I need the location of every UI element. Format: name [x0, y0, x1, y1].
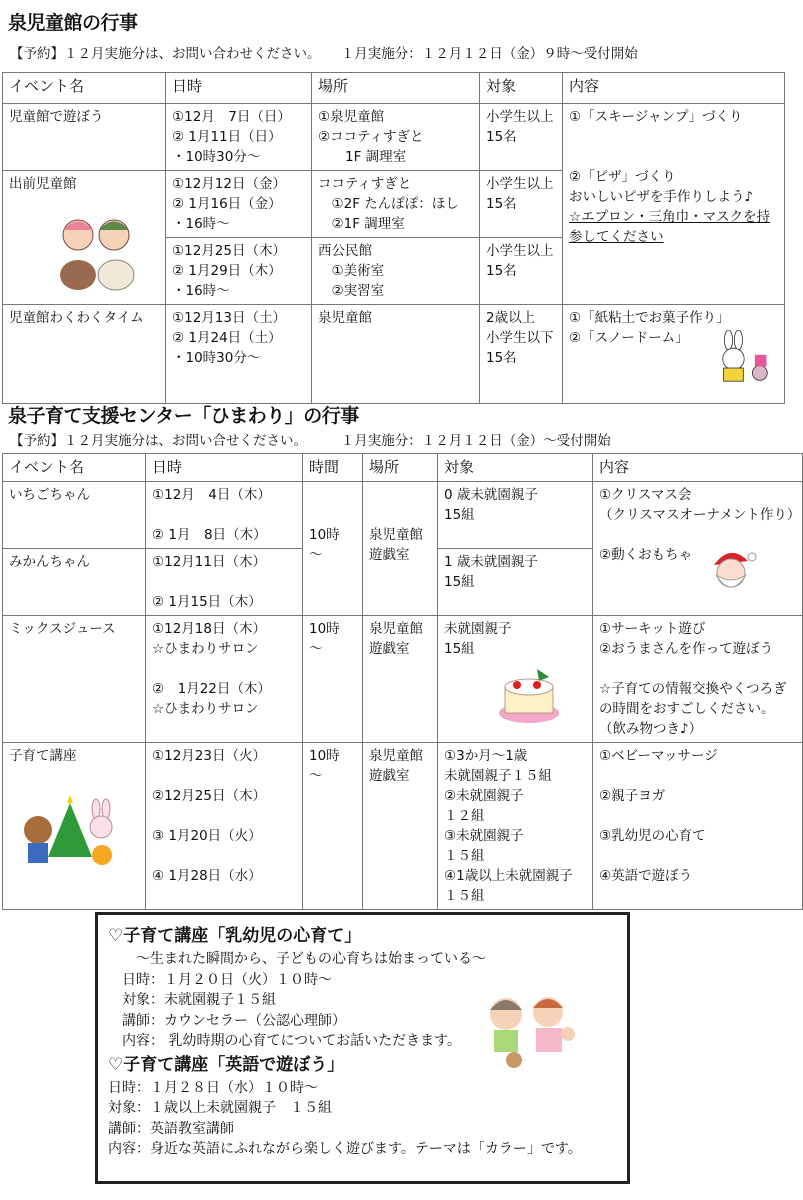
cell-line: [599, 846, 796, 866]
cell-line: [569, 147, 778, 167]
cell-line: ①12月25日（木）: [172, 243, 286, 259]
cell-line: ②12月25日（木）: [152, 788, 266, 804]
cell-line: ①「スキージャンプ」づくり: [569, 109, 743, 125]
table-cell: [146, 616, 303, 743]
lecture1-content: 内容： 乳幼時期の心育てについてお話いただきます。: [122, 1033, 462, 1049]
cell-line: ②ココティすぎと: [318, 129, 424, 145]
table-cell: [303, 482, 363, 616]
column-header: イベント名: [3, 73, 166, 104]
table-row: [3, 616, 803, 743]
cell-line: [599, 806, 796, 826]
cell-line: ② 1月15日（木）: [152, 594, 262, 610]
lecture2-datetime: 日時：１月２８日（水）１０時～: [108, 1079, 318, 1096]
table-cell: [480, 238, 563, 305]
table-cell: [166, 238, 312, 305]
cell-line: 遊戯室: [369, 768, 410, 784]
cell-line: ①12月18日（木）: [152, 621, 266, 637]
table-cell: [312, 104, 480, 171]
cell-line: 泉児童館: [318, 310, 372, 326]
cell-line: ☆エプロン・三角巾・マスクを持: [569, 209, 771, 225]
cell-line: 1 歳未就園親子: [444, 554, 538, 570]
cell-line: 児童館わくわくタイム: [9, 310, 144, 326]
column-header: 対象: [438, 454, 593, 482]
cell-line: おいしいピザを手作りしよう♪: [569, 189, 754, 205]
cell-line: ①12月13日（土）: [172, 310, 286, 326]
table-cell: [3, 549, 146, 616]
cell-line: [599, 659, 796, 679]
cell-line: 15名: [486, 263, 517, 279]
cell-line: 遊戯室: [369, 641, 410, 657]
cell-line: [152, 505, 296, 525]
cell-line: ①クリスマス会: [599, 487, 692, 503]
cell-line: ☆ひまわりサロン: [152, 641, 259, 657]
cell-line: （飲み物つき♪）: [599, 721, 703, 737]
table-cell: [363, 482, 438, 616]
cell-line: 児童館で遊ぼう: [9, 109, 104, 125]
section2-notice: 【予約】１２月実施分は、お問い合せください。 １月実施分：１２月１２日（金）～受付開始: [10, 433, 611, 449]
cell-line: 参してください: [569, 229, 664, 245]
table-cell: [438, 743, 593, 910]
cell-line: 未就園親子１５組: [444, 768, 552, 784]
table-cell: [438, 482, 593, 549]
cell-line: [599, 525, 796, 545]
cell-line: 泉児童館: [369, 748, 423, 764]
cell-line: ☆子育ての情報交換やくつろぎ: [599, 681, 787, 697]
cell-line: [309, 485, 356, 505]
section1-title: 泉児童館の行事: [8, 12, 138, 34]
cell-line: ②「ピザ」づくり: [569, 169, 676, 185]
cell-line: ①サーキット遊び: [599, 621, 706, 637]
table-cell: [593, 743, 803, 910]
cell-line: 15組: [444, 507, 475, 523]
cell-line: 小学生以上: [486, 243, 554, 259]
cell-line: [369, 485, 431, 505]
cell-line: ④1歳以上未就園親子: [444, 868, 573, 884]
cell-line: ③未就園親子: [444, 828, 524, 844]
cell-line: ②「スノードーム」: [569, 330, 689, 346]
lecture2-content: 内容：身近な英語にふれながら楽しく遊びます。テーマは「カラー」です。: [108, 1141, 582, 1157]
cell-line: （クリスマスオーナメント作り）: [599, 507, 801, 523]
table-cell: [146, 549, 303, 616]
cell-line: いちごちゃん: [9, 487, 90, 503]
table-cell: [166, 305, 312, 404]
cell-line: ④英語で遊ぼう: [599, 868, 693, 884]
column-header: 内容: [563, 73, 785, 104]
cell-line: 子育て講座: [9, 748, 77, 764]
cell-line: ・10時30分～: [172, 149, 261, 165]
table-cell: [480, 104, 563, 171]
cell-line: ②動くおもちゃ: [599, 547, 693, 563]
cell-line: ②親子ヨガ: [599, 788, 666, 804]
cell-line: 10時: [309, 621, 340, 637]
cell-line: 15名: [486, 129, 517, 145]
lecture2-target: 対象：１歳以上未就園親子 １５組: [108, 1100, 332, 1116]
cell-line: [152, 659, 296, 679]
cell-line: 泉児童館: [369, 621, 423, 637]
cell-line: [369, 505, 431, 525]
lecture1-lecturer: 講師：カウンセラー（公認心理師）: [122, 1012, 346, 1029]
cell-line: [152, 572, 296, 592]
table-cell: [3, 104, 166, 171]
cell-line: ② 1月16日（金）: [172, 196, 282, 212]
cell-line: ～: [309, 768, 323, 784]
cell-line: 泉児童館: [369, 527, 423, 543]
cell-line: 未就園親子: [444, 621, 512, 637]
table-cell: [3, 482, 146, 549]
cell-line: ①12月12日（金）: [172, 176, 286, 192]
table-cell: [593, 616, 803, 743]
column-header: 対象: [480, 73, 563, 104]
table-row: [3, 743, 803, 910]
parents-with-baby-illustration: [478, 992, 588, 1074]
cell-line: 遊戯室: [369, 547, 410, 563]
table-cell: [146, 743, 303, 910]
table-cell: [312, 171, 480, 238]
children-baking-illustration: [50, 205, 145, 295]
header-row: [3, 454, 803, 482]
animals-christmas-tree-illustration: [20, 795, 120, 870]
column-header: 内容: [593, 454, 803, 482]
rabbit-snowglobe-illustration: [712, 330, 778, 392]
lecture1-target: 対象：未就園親子１５組: [122, 992, 276, 1008]
cell-line: ② 1月24日（土）: [172, 330, 282, 346]
cell-line: の時間をおすごしください。: [599, 701, 775, 717]
cell-line: 小学生以上: [486, 176, 554, 192]
section1-notice: 【予約】１２月実施分は、お問い合わせください。 １月実施分：１２月１２日（金）９時～受付開始: [10, 46, 638, 62]
cell-line: １２組: [444, 808, 485, 824]
cell-line: ココティすぎと: [318, 176, 412, 192]
cell-line: ①「紙粘土でお菓子作り」: [569, 310, 730, 326]
section2-title: 泉子育て支援センター「ひまわり」の行事: [8, 405, 359, 427]
table-row: [3, 104, 785, 171]
cell-line: ①泉児童館: [318, 109, 385, 125]
cell-line: 1F 調理室: [318, 149, 407, 165]
cell-line: [599, 766, 796, 786]
cell-line: みかんちゃん: [9, 554, 90, 570]
cell-line: ③ 1月20日（火）: [152, 828, 262, 844]
table-cell: [480, 171, 563, 238]
lecture1-datetime: 日時：１月２０日（火）１０時～: [122, 971, 332, 988]
cell-line: ①2F たんぽぽ：ほし: [318, 196, 459, 212]
cell-line: ①美術室: [318, 263, 385, 279]
cell-line: １５組: [444, 848, 485, 864]
column-header: 日時: [166, 73, 312, 104]
cell-line: ①12月 4日（木）: [152, 487, 271, 503]
santa-illustration: [706, 543, 758, 595]
column-header: イベント名: [3, 454, 146, 482]
cell-line: ～: [309, 547, 323, 563]
table-cell: [3, 616, 146, 743]
table-cell: [438, 549, 593, 616]
christmas-cake-illustration: [497, 665, 562, 725]
table-row: [3, 482, 803, 549]
cell-line: ② 1月 8日（木）: [152, 527, 267, 543]
cell-line: ☆ひまわりサロン: [152, 701, 259, 717]
column-header: 場所: [312, 73, 480, 104]
table-cell: [593, 482, 803, 616]
table-cell: [166, 104, 312, 171]
table-cell: [303, 616, 363, 743]
cell-line: 15名: [486, 350, 517, 366]
cell-line: ①12月11日（木）: [152, 554, 266, 570]
table-cell: [363, 743, 438, 910]
cell-line: 15名: [486, 196, 517, 212]
cell-line: ～: [309, 641, 323, 657]
table-cell: [166, 171, 312, 238]
table-cell: [563, 104, 785, 305]
cell-line: [152, 766, 296, 786]
lecture1-tagline: ～生まれた瞬間から、子どもの心育ちは始まっている～: [136, 951, 486, 967]
cell-line: ②1F 調理室: [318, 216, 405, 232]
table-cell: [363, 616, 438, 743]
cell-line: ・16時～: [172, 216, 230, 232]
table-cell: [312, 305, 480, 404]
cell-line: 10時: [309, 748, 340, 764]
cell-line: ② 1月29日（木）: [172, 263, 282, 279]
cell-line: ①12月 7日（日）: [172, 109, 291, 125]
cell-line: 15組: [444, 574, 475, 590]
cell-line: 小学生以下: [486, 330, 554, 346]
cell-line: ② 1月11日（日）: [172, 129, 282, 145]
table-cell: [146, 482, 303, 549]
table-cell: [312, 238, 480, 305]
cell-line: ①3か月～1歳: [444, 748, 528, 764]
cell-line: ・16時～: [172, 283, 230, 299]
cell-line: [152, 806, 296, 826]
lecture2-lecturer: 講師：英語教室講師: [108, 1120, 234, 1137]
cell-line: 10時: [309, 527, 340, 543]
cell-line: ④ 1月28日（水）: [152, 868, 262, 884]
cell-line: 0 歳未就園親子: [444, 487, 538, 503]
cell-line: ②未就園親子: [444, 788, 524, 804]
table-cell: [480, 305, 563, 404]
cell-line: ①ベビーマッサージ: [599, 748, 718, 764]
table-cell: [303, 743, 363, 910]
column-header: 日時: [146, 454, 303, 482]
cell-line: ①12月23日（火）: [152, 748, 266, 764]
cell-line: ③乳幼児の心育て: [599, 828, 706, 844]
cell-line: 小学生以上: [486, 109, 554, 125]
cell-line: 西公民館: [318, 243, 372, 259]
cell-line: 15組: [444, 641, 475, 657]
cell-line: 出前児童館: [9, 176, 77, 192]
lecture1-title: ♡子育て講座「乳幼児の心育て」: [108, 926, 362, 946]
cell-line: ②実習室: [318, 283, 385, 299]
table-cell: [3, 305, 166, 404]
support-center-events-table: [2, 453, 803, 910]
cell-line: [309, 505, 356, 525]
cell-line: １５組: [444, 888, 485, 904]
table-row: [3, 305, 785, 404]
cell-line: [569, 127, 778, 147]
cell-line: [152, 846, 296, 866]
cell-line: ②おうまさんを作って遊ぼう: [599, 641, 774, 657]
cell-line: 2歳以上: [486, 310, 536, 326]
cell-line: ミックスジュース: [9, 621, 116, 637]
column-header: 場所: [363, 454, 438, 482]
cell-line: ② 1月22日（木）: [152, 681, 271, 697]
column-header: 時間: [303, 454, 363, 482]
header-row: [3, 73, 785, 104]
cell-line: ・10時30分～: [172, 350, 261, 366]
lecture2-title: ♡子育て講座「英語で遊ぼう」: [108, 1054, 345, 1075]
